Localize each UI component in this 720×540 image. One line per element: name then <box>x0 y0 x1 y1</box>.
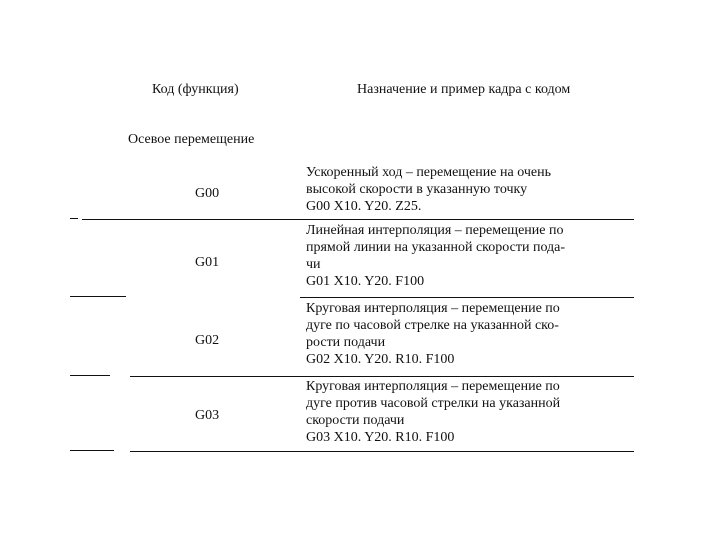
description-line: Ускоренный ход – перемещение на очень <box>306 165 551 180</box>
description-line: Круговая интерполяция – перемещение по <box>306 301 560 316</box>
row-code: G01 <box>195 255 220 270</box>
row-divider <box>82 219 634 220</box>
description-line: G00 X10. Y20. Z25. <box>306 199 422 214</box>
row-code: G03 <box>195 408 220 423</box>
column-header-code: Код (функция) <box>152 82 239 97</box>
section-title: Осевое перемещение <box>128 132 255 147</box>
description-line: дуге по часовой стрелке на указанной ско- <box>306 318 559 333</box>
description-line: чи <box>306 257 321 272</box>
row-divider <box>130 376 634 377</box>
description-line: Круговая интерполяция – перемещение по <box>306 379 560 394</box>
row-divider-stub <box>70 296 126 297</box>
description-line: G02 X10. Y20. R10. F100 <box>306 352 455 367</box>
row-divider <box>300 297 634 298</box>
row-divider-stub <box>70 375 110 376</box>
description-line: скорости подачи <box>306 413 405 428</box>
description-line: высокой скорости в указанную точку <box>306 182 528 197</box>
row-divider <box>130 451 634 452</box>
table-row-g02 <box>70 300 634 376</box>
row-description <box>306 378 636 446</box>
row-description <box>306 222 636 290</box>
description-line: прямой линии на указанной скорости пода- <box>306 240 566 255</box>
description-line: Линейная интерполяция – перемещение по <box>306 223 564 238</box>
row-code: G00 <box>195 186 220 201</box>
description-line: рости подачи <box>306 335 386 350</box>
table-row-g01 <box>70 222 634 298</box>
row-code: G02 <box>195 333 220 348</box>
row-divider-stub <box>70 450 114 451</box>
column-header-purpose: Назначение и пример кадра с кодом <box>357 82 571 97</box>
table-row-g03 <box>70 378 634 454</box>
row-divider-stub <box>70 218 78 219</box>
description-line: G01 X10. Y20. F100 <box>306 274 425 289</box>
table-row-g00 <box>70 164 634 220</box>
row-description <box>306 300 636 368</box>
row-description <box>306 164 636 215</box>
description-line: G03 X10. Y20. R10. F100 <box>306 430 455 445</box>
description-line: дуге против часовой стрелки на указанной <box>306 396 561 411</box>
